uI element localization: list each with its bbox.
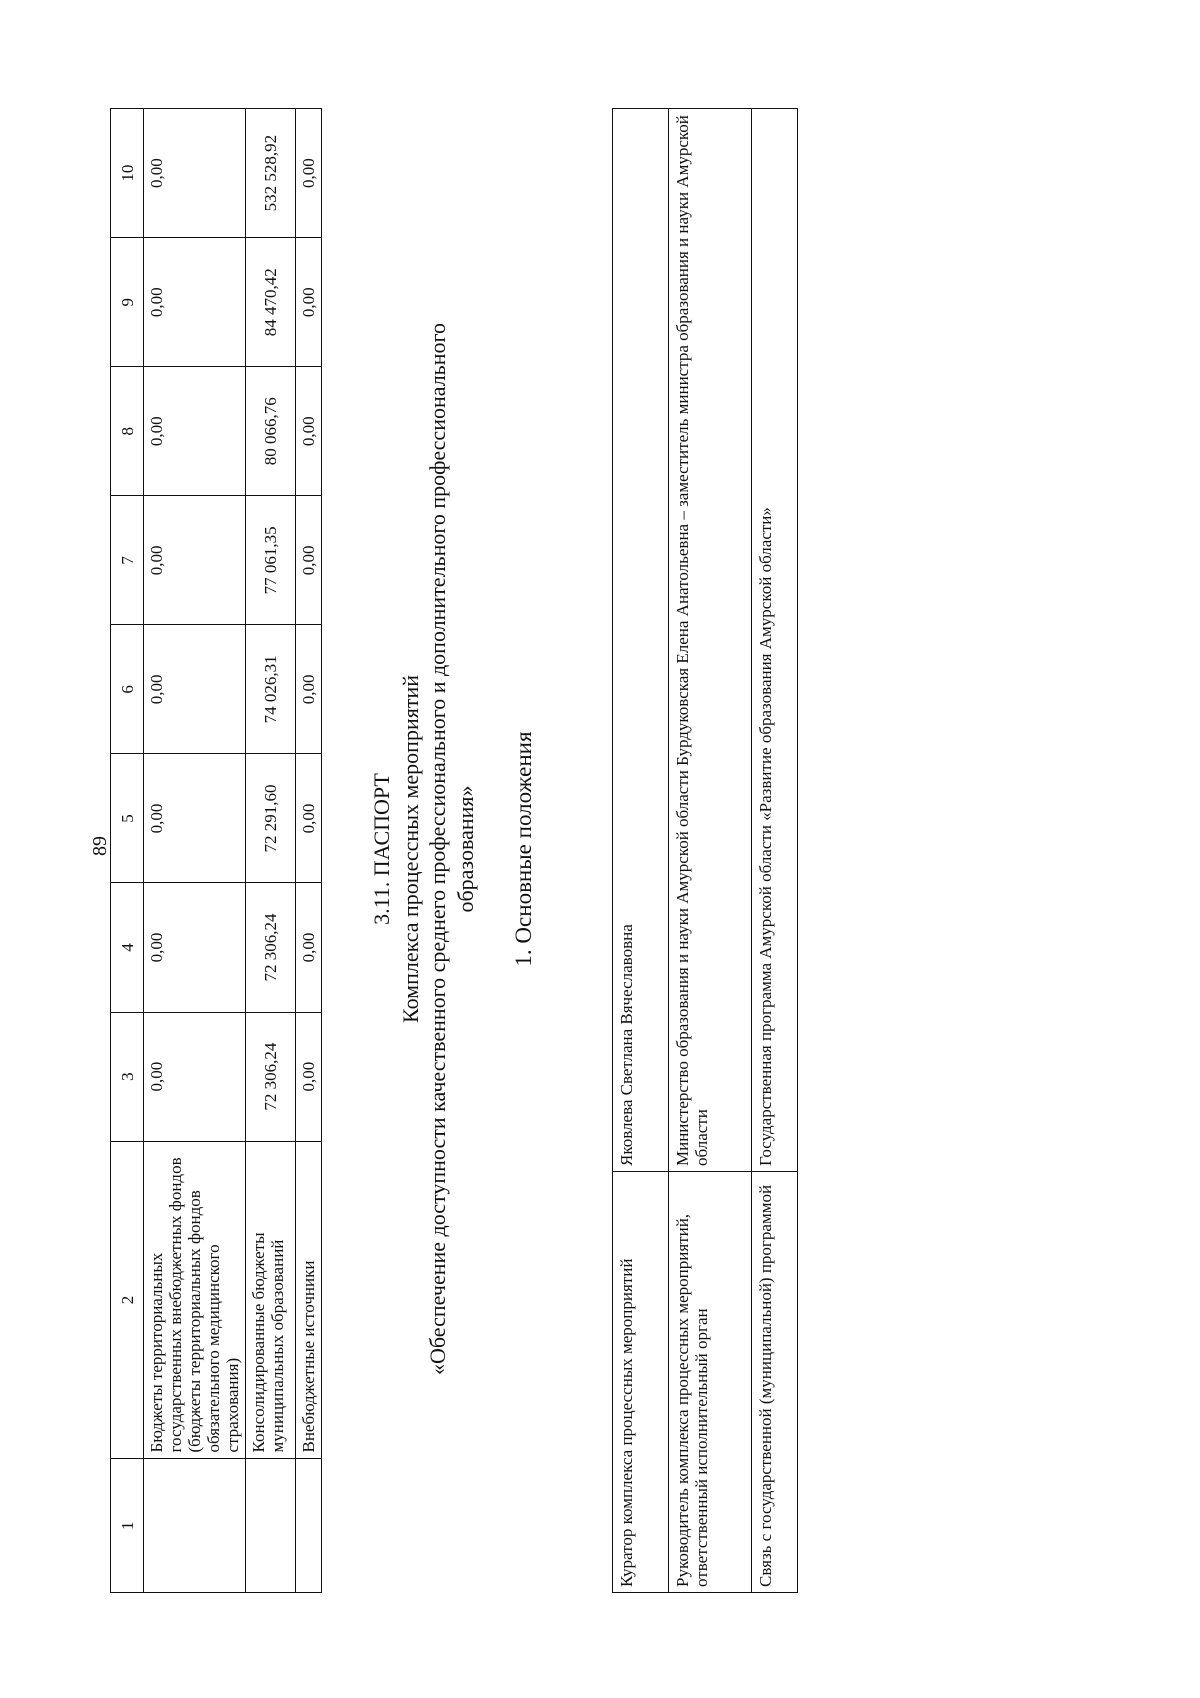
finance-table	[110, 108, 322, 1593]
table-row	[752, 109, 798, 1593]
row-label: Бюджеты территориальных государственных внебюджетных фондов (бюджеты территориальных фондов обязательного медицинского страхования)	[144, 1141, 246, 1459]
header-cell: 6	[111, 625, 144, 754]
value-cell: 532 528,92	[246, 109, 296, 238]
header-cell: 5	[111, 754, 144, 883]
value-cell: 0,00	[144, 238, 246, 367]
value-cell: 0,00	[296, 367, 322, 496]
table-header-row	[111, 109, 144, 1593]
value-cell: 72 306,24	[246, 1012, 296, 1141]
passport-subheading: Комплекса процессных мероприятий	[398, 675, 423, 1023]
table-row	[246, 109, 296, 1593]
main-provisions-table	[612, 108, 798, 1593]
value-cell: 72 291,60	[246, 754, 296, 883]
value-cell: 0,00	[144, 754, 246, 883]
row-label: Внебюджетные источники	[296, 1141, 322, 1459]
value-cell: 0,00	[144, 496, 246, 625]
provision-value: Государственная программа Амурской области «Развитие образования Амурской области»	[752, 109, 798, 1172]
value-cell: 0,00	[296, 1012, 322, 1141]
row-number-cell	[246, 1459, 296, 1593]
value-cell: 72 306,24	[246, 883, 296, 1012]
header-cell: 4	[111, 883, 144, 1012]
value-cell: 0,00	[144, 109, 246, 238]
table-row	[613, 109, 669, 1593]
value-cell: 0,00	[296, 625, 322, 754]
value-cell: 74 026,31	[246, 625, 296, 754]
row-number-cell	[296, 1459, 322, 1593]
value-cell: 80 066,76	[246, 367, 296, 496]
header-cell: 2	[111, 1141, 144, 1459]
header-cell: 8	[111, 367, 144, 496]
header-cell: 9	[111, 238, 144, 367]
value-cell: 0,00	[144, 1012, 246, 1141]
value-cell: 0,00	[296, 496, 322, 625]
value-cell: 0,00	[144, 367, 246, 496]
provision-key: Руководитель комплекса процессных мероприятий, ответственный исполнительный орган	[669, 1172, 752, 1593]
passport-heading: 3.11. ПАСПОРТ	[369, 773, 394, 925]
header-cell: 10	[111, 109, 144, 238]
table-row	[669, 109, 752, 1593]
table-row	[296, 109, 322, 1593]
row-number-cell	[144, 1459, 246, 1593]
table-row	[144, 109, 246, 1593]
provision-key: Связь с государственной (муниципальной) программой	[752, 1172, 798, 1593]
header-cell: 7	[111, 496, 144, 625]
provision-key: Куратор комплекса процессных мероприятий	[613, 1172, 669, 1593]
value-cell: 0,00	[296, 883, 322, 1012]
value-cell: 0,00	[296, 754, 322, 883]
page-number: 89	[89, 836, 111, 856]
passport-name-line-2: образования»	[453, 785, 478, 913]
row-label: Консолидированные бюджеты муниципальных образований	[246, 1141, 296, 1459]
provision-value: Министерство образования и науки Амурской области Бурдуковская Елена Анатольевна – заместитель министра образования и науки Амурской области	[669, 109, 752, 1172]
provision-value: Яковлева Светлана Вячеславовна	[613, 109, 669, 1172]
value-cell: 0,00	[144, 883, 246, 1012]
value-cell: 0,00	[296, 109, 322, 238]
section-title: 1. Основные положения	[511, 731, 536, 967]
passport-name-line-1: «Обеспечение доступности качественного среднего профессионального и дополнительного профессионального	[425, 323, 450, 1375]
value-cell: 77 061,35	[246, 496, 296, 625]
value-cell: 0,00	[144, 625, 246, 754]
value-cell: 0,00	[296, 238, 322, 367]
value-cell: 84 470,42	[246, 238, 296, 367]
header-cell: 1	[111, 1459, 144, 1593]
header-cell: 3	[111, 1012, 144, 1141]
